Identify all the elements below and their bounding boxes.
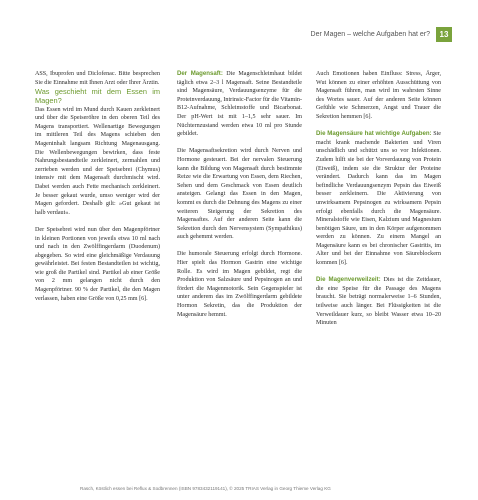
paragraph: Der Speisebrei wird nun über den Magenpförtner in kleinen Portionen von jeweils etwa 10 ml nach und nach in den Zwölffingerdarm (Duodenum) abgegeben. So wird eine gleichmäßige Verdauung gewährleistet. Bei festen Bestandteilen ist wichtig, wie groß die Partikel sind. Partikel ab einer Größe von 2 mm gelangen nicht durch den Magenpförtner. 90 % der Partikel, die den Magen verlassen, haben eine Größe von 0,25 mm [6]. <box>35 226 160 302</box>
section-heading: Was geschieht mit dem Essen im Magen? <box>35 87 160 106</box>
paragraph <box>316 130 441 268</box>
paragraph <box>316 276 441 328</box>
intro-paragraph: ASS, Ibuprofen und Diclofenac. Bitte besprechen Sie die Einnahme mit Ihnen Arzt oder Ihrer Ärztin. <box>35 71 160 86</box>
term-label: Der Magensaft: <box>177 70 223 77</box>
paragraph: Die Magensaftsekretion wird durch Nerven und Hormone gesteuert. Bei der nervalen Steuerung kann die Bildung von Magensaft durch bestimmte Reize wie die Erwartung von Essen, dem Riechen, Sehen und dem Geschmack von Essen deutlich ansteigen. Gelangt das Essen in den Magen, kommt es durch die Dehnung des Magens zu einer weiteren Steigerung der Sekretion des Magensaftes. Auf der anderen Seite kann die Sekretion durch den Nervensystem (Sympathikus) auch gehemmt werden. <box>177 148 302 241</box>
term-label: Die Magensäure hat wichtige Aufgaben: <box>316 130 432 138</box>
copyright-footer: Rasch, Köstlich essen bei Reflux & Sodbrennen (ISBN 9783432119141), © 2025 TRIAS Verlag in Georg Thieme Verlag KG <box>80 486 331 491</box>
term-label: Die Magenverweilzeit: <box>316 276 381 284</box>
paragraph <box>177 70 302 139</box>
paragraph: Das Essen wird im Mund durch Kauen zerkleinert und über die Speiseröhre in den oberen Teil des Magens transportiert. Wellenartige Bewegungen im mittleren Teil des Magens schieben den Mageninhalt langsam Richtung Magenausgang. Die Wellenbewegungen bewirken, dass feste Nahrungsbestandteile zerkleinert, zermahlen und zerrieben werden und der Speisebrei (Chymus) intensiv mit dem Magensaft durchmischt wird. Dabei werden auch Fette mechanisch zerkleinert. Je besser gekaut wurde, umso weniger wird der Magen gefordert. Deshalb gilt: »Gut gekaut ist halb verdaut«. <box>35 106 160 216</box>
page-number: 13 <box>436 27 452 42</box>
paragraph-text: Sie macht krank machende Bakterien und Viren unschädlich und schützt uns so vor Infektionen. Zudem hilft sie bei der Vorverdauung von Protein (Eiweiß), indem sie die Struktur der Proteine verändert. Dadurch kann das im Magen befindliche Verdauungsenzym Pepsin das Eiweiß besser zerkleinern. Die Aktivierung von unwirksamem Pepsinogen zu wirksamem Pepsin erfolgt ebenfalls durch die Magensäure. Mineralstoffe wie Eisen, Kalzium und Magnesium benötigen Säure, um in den Körper aufgenommen werden zu können. Zu einem Mangel an Magensäure kann es bei chronischer Gastritis, im Alter und bei der Einnahme von Säureblockern kommen [6]. <box>316 131 442 267</box>
column-3 <box>316 70 441 328</box>
running-title: Der Magen – welche Aufgaben hat er? <box>310 31 430 38</box>
column-2 <box>177 70 302 319</box>
paragraph: Auch Emotionen haben Einfluss: Stress, Ärger, Wut können zu einer erhöhten Ausschüttung von Magensaft führen, man wird im wahrsten Sinne des Wortes sauer. Auf der anderen Seite können Gefühle wie Schmerzen, Angst und Trauer die Sekretion hemmen [6]. <box>316 71 441 120</box>
paragraph-text: Dies ist die Zeitdauer, die eine Speise für die Passage des Magens braucht. Sie beträgt normalerweise 1–6 Stunden, teilweise auch länger. Bei Flüssigkeiten ist die Verweildauer kurz, so bleibt Wasser etwa 10–20 Minuten <box>316 277 441 327</box>
paragraph: Die humorale Steuerung erfolgt durch Hormone. Hier spielt das Hormon Gastrin eine wichtige Rolle. Es wird im Magen gebildet, regt die Produktion von Salzsäure und Pepsinogen an und fördert die Magenmotorik. Sein Gegenspieler ist unter anderem das im Zwölffingerdarm gebildete Hormon Sekretin, das die Produktion der Magensäure hemmt. <box>177 251 302 318</box>
column-1 <box>35 70 160 303</box>
paragraph-text: Die Magenschleimhaut bildet täglich etwa 2–3 l Magensaft. Seine Bestandteile sind Magensäure, Verdauungsenzyme für die Proteinverdauung, Intrinsic-Factor für die Vitamin-B12-Aufnahme, Schleimstoffe und Bicarbonat. Der pH-Wert ist mit 1–1,5 sehr sauer. Im Nüchternzustand werden etwa 10 ml pro Stunde gebildet. <box>177 71 302 138</box>
